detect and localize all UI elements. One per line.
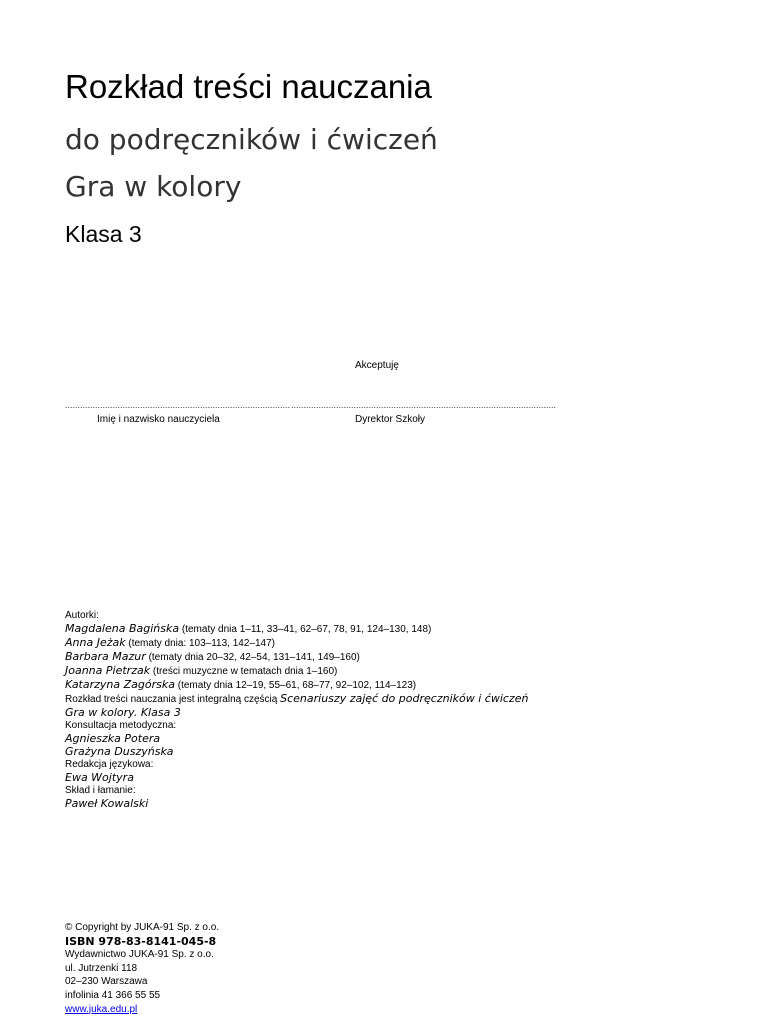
author-row bbox=[65, 622, 545, 636]
author-row bbox=[65, 664, 545, 678]
author-note: (tematy dnia 20–32, 42–54, 131–141, 149–160) bbox=[148, 652, 360, 663]
author-note: (tematy dnia: 103–113, 142–147) bbox=[128, 638, 275, 649]
author-name: Anna Jeżak bbox=[65, 636, 126, 649]
credits-block bbox=[65, 609, 545, 810]
director-signature-line: .......................................................................................................... bbox=[291, 400, 557, 410]
author-row bbox=[65, 650, 545, 664]
publisher-name: Wydawnictwo JUKA-91 Sp. z o.o. bbox=[65, 949, 214, 961]
document-subtitle-line2: Gra w kolory bbox=[65, 170, 242, 203]
document-title: Rozkład treści nauczania bbox=[65, 68, 432, 105]
author-name: Magdalena Bagińska bbox=[65, 622, 180, 635]
author-name: Joanna Pietrzak bbox=[65, 664, 151, 677]
publisher-city: 02–230 Warszawa bbox=[65, 976, 148, 988]
integral-title: Scenariuszy zajęć do podręczników i ćwiczeń bbox=[280, 692, 529, 705]
author-row bbox=[65, 636, 545, 650]
publisher-website-link[interactable]: www.juka.edu.pl bbox=[65, 1003, 138, 1015]
publisher-street: ul. Jutrzenki 118 bbox=[65, 962, 138, 974]
author-row bbox=[65, 678, 545, 692]
author-name: Katarzyna Zagórska bbox=[65, 678, 175, 691]
class-label: Klasa 3 bbox=[65, 221, 142, 247]
integral-title-cont: Gra w kolory. Klasa 3 bbox=[65, 706, 181, 719]
copyright-line: © Copyright by JUKA-91 Sp. z o.o. bbox=[65, 922, 220, 933]
author-name: Barbara Mazur bbox=[65, 650, 146, 663]
author-note: (tematy dnia 1–11, 33–41, 62–67, 78, 91, 124–130, 148) bbox=[181, 624, 432, 635]
accept-label: Akceptuję bbox=[355, 360, 399, 371]
consultant-name: Agnieszka Potera bbox=[65, 732, 161, 745]
integral-text: Rozkład treści nauczania jest integralną częścią bbox=[65, 694, 278, 705]
layout-person-name: Paweł Kowalski bbox=[65, 797, 149, 810]
consultant-name: Grażyna Duszyńska bbox=[65, 745, 174, 758]
teacher-signature-line: .......................................................................................... bbox=[65, 400, 291, 410]
editor-name: Ewa Wojtyra bbox=[65, 771, 134, 784]
director-signature-label: Dyrektor Szkoły bbox=[355, 414, 426, 425]
consult-label: Konsultacja metodyczna: bbox=[65, 720, 177, 731]
publisher-phone: infolinia 41 366 55 55 bbox=[65, 989, 161, 1001]
teacher-signature-label: Imię i nazwisko nauczyciela bbox=[97, 414, 220, 425]
integral-note bbox=[65, 692, 545, 706]
isbn-line: ISBN 978-83-8141-045-8 bbox=[65, 934, 217, 948]
editing-label: Redakcja językowa: bbox=[65, 759, 154, 770]
authors-label: Autorki: bbox=[65, 610, 99, 621]
author-note: (treści muzyczne w tematach dnia 1–160) bbox=[152, 666, 338, 677]
layout-label: Skład i łamanie: bbox=[65, 785, 136, 796]
author-note: (tematy dnia 12–19, 55–61, 68–77, 92–102, 114–123) bbox=[177, 680, 417, 691]
publisher-block bbox=[65, 921, 219, 1016]
document-subtitle-line1: do podręczników i ćwiczeń bbox=[65, 123, 438, 156]
